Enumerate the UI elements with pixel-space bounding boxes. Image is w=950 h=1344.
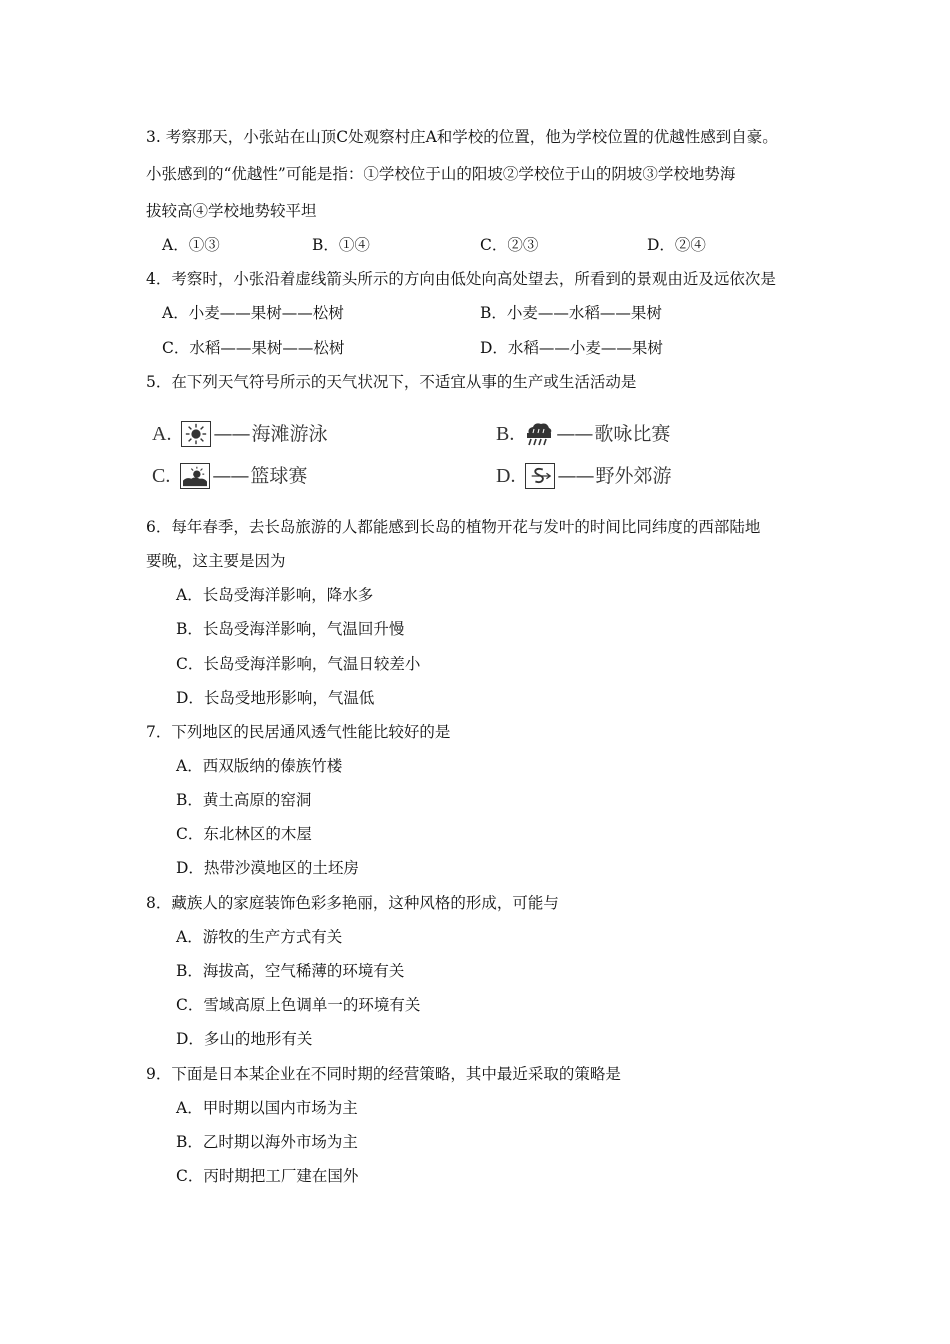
rain-icon [524, 421, 554, 447]
q8-option-a[interactable]: A．游牧的生产方式有关 [176, 928, 343, 946]
q6-option-a[interactable]: A．长岛受海洋影响，降水多 [176, 586, 374, 604]
q3-stem-line1: 3. 考察那天，小张站在山顶C处观察村庄A和学校的位置，他为学校位置的优越性感到自豪。 [146, 128, 778, 146]
q5-option-b-letter: B. [496, 423, 515, 445]
q3-stem-line2: 小张感到的“优越性”可能是指：①学校位于山的阳坡②学校位于山的阴坡③学校地势海 [146, 165, 736, 183]
q4-option-b[interactable]: B．小麦——水稻——果树 [480, 304, 662, 322]
q7-stem: 7．下列地区的民居通风透气性能比较好的是 [146, 723, 451, 741]
q9-stem: 9．下面是日本某企业在不同时期的经营策略，其中最近采取的策略是 [146, 1065, 621, 1083]
q5-option-d-letter: D. [496, 465, 516, 487]
q6-option-c[interactable]: C．长岛受海洋影响，气温日较差小 [176, 655, 421, 673]
q7-option-c[interactable]: C．东北林区的木屋 [176, 825, 312, 843]
q3-option-b[interactable]: B．①④ [312, 236, 370, 254]
q5-option-c-letter: C. [152, 465, 171, 487]
q7-option-d[interactable]: D．热带沙漠地区的土坯房 [176, 859, 359, 877]
q6-option-d[interactable]: D．长岛受地形影响，气温低 [176, 689, 375, 707]
q6-stem-line2: 要晚，这主要是因为 [146, 552, 286, 570]
q5-option-a-dash: —— [213, 423, 250, 445]
q5-option-d-activity: 野外郊游 [595, 465, 672, 487]
q8-option-d[interactable]: D．多山的地形有关 [176, 1030, 313, 1048]
q4-option-d[interactable]: D．水稻——小麦——果树 [480, 339, 663, 357]
q4-option-c[interactable]: C．水稻——果树——松树 [162, 339, 345, 357]
q6-option-b[interactable]: B．长岛受海洋影响，气温回升慢 [176, 620, 405, 638]
q5-option-c[interactable] [152, 461, 307, 491]
q9-option-b[interactable]: B．乙时期以海外市场为主 [176, 1133, 358, 1151]
q7-option-a[interactable]: A．西双版纳的傣族竹楼 [176, 757, 343, 775]
q5-option-d-dash: —— [557, 465, 594, 487]
q7-option-b[interactable]: B．黄土高原的窑洞 [176, 791, 312, 809]
q9-option-a[interactable]: A．甲时期以国内市场为主 [176, 1099, 358, 1117]
q3-option-c[interactable]: C．②③ [480, 236, 539, 254]
q5-option-a[interactable] [152, 419, 327, 449]
q5-option-b-dash: —— [556, 423, 593, 445]
q5-option-d[interactable] [496, 461, 671, 491]
q5-stem: 5．在下列天气符号所示的天气状况下，不适宜从事的生产或生活活动是 [146, 373, 637, 391]
sunny-icon [181, 421, 211, 447]
q4-stem: 4．考察时，小张沿着虚线箭头所示的方向由低处向高处望去，所看到的景观由近及远依次是 [146, 270, 776, 288]
q6-stem-line1: 6．每年春季，去长岛旅游的人都能感到长岛的植物开花与发叶的时间比同纬度的西部陆地 [146, 518, 761, 536]
q5-option-b[interactable] [496, 419, 670, 449]
sunny-intervals-icon [180, 463, 210, 489]
q8-stem: 8．藏族人的家庭装饰色彩多艳丽，这种风格的形成，可能与 [146, 894, 559, 912]
sandstorm-icon [525, 463, 555, 489]
q5-option-b-activity: 歌咏比赛 [594, 423, 671, 445]
q8-option-b[interactable]: B．海拔高，空气稀薄的环境有关 [176, 962, 405, 980]
q8-option-c[interactable]: C．雪域高原上色调单一的环境有关 [176, 996, 421, 1014]
q5-option-c-activity: 篮球赛 [250, 465, 308, 487]
q3-option-d[interactable]: D．②④ [647, 236, 706, 254]
q5-option-c-dash: —— [212, 465, 249, 487]
q3-stem-line3: 拔较高④学校地势较平坦 [146, 202, 317, 220]
q5-option-a-letter: A. [152, 423, 172, 445]
q5-option-a-activity: 海滩游泳 [251, 423, 328, 445]
q9-option-c[interactable]: C．丙时期把工厂建在国外 [176, 1167, 359, 1185]
q3-option-a[interactable]: A．①③ [162, 236, 220, 254]
q4-option-a[interactable]: A．小麦——果树——松树 [162, 304, 344, 322]
